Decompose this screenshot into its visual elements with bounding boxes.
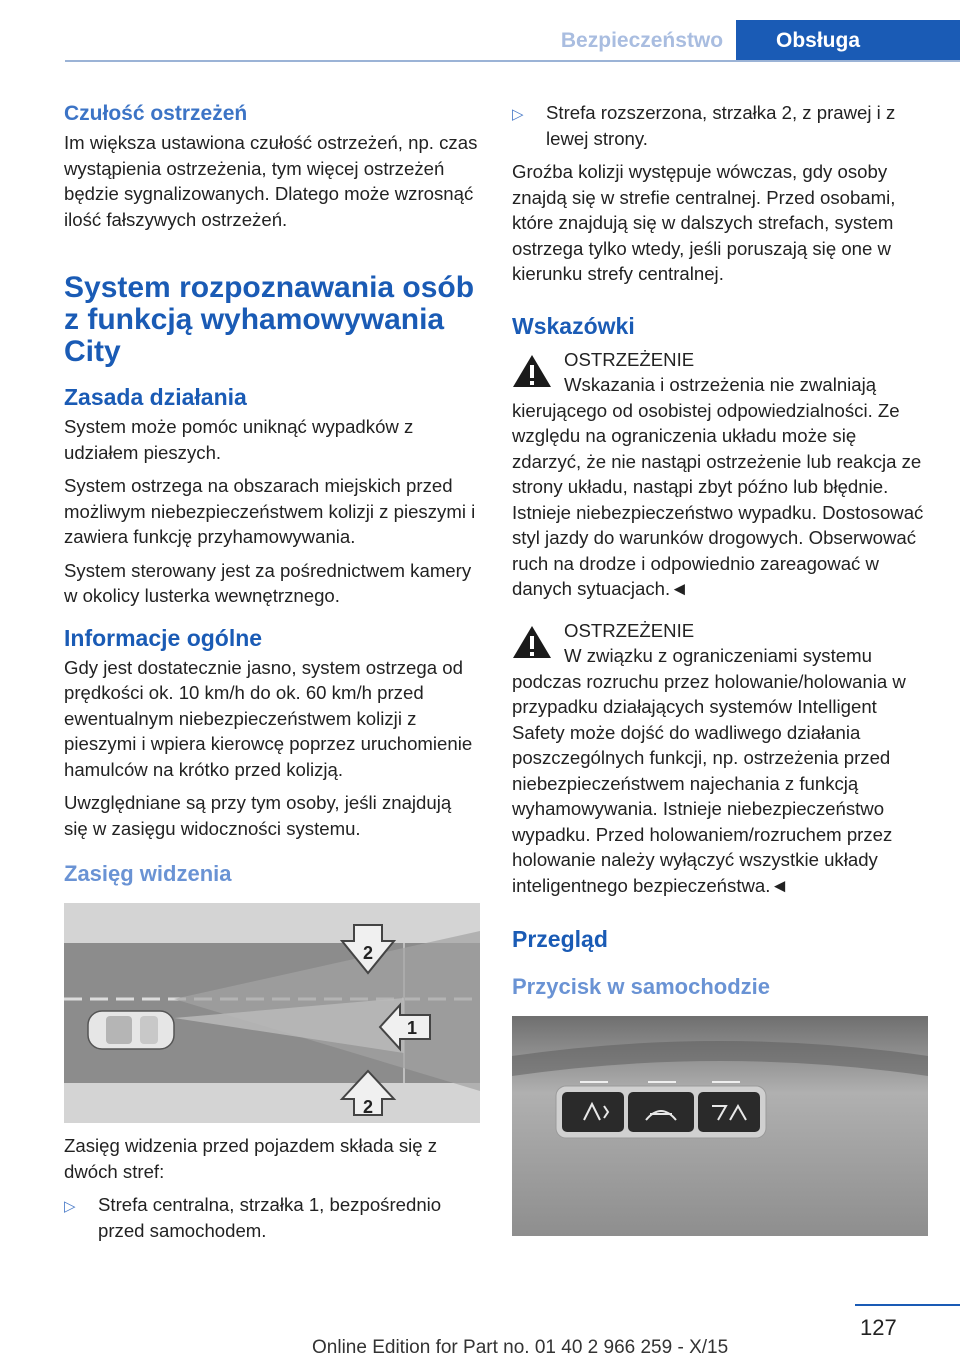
warning-block-2 [512, 618, 928, 899]
triangle-bullet-icon: ▷ [512, 106, 524, 123]
page-number: 127 [860, 1315, 897, 1340]
lane-departure-button [562, 1092, 624, 1132]
heading-warning-sensitivity: Czułość ostrzeżeń [64, 102, 248, 125]
car-icon [88, 1011, 174, 1049]
heading-button-in-car: Przycisk w samochodzie [512, 974, 770, 999]
left-column [64, 100, 480, 1251]
header-chapter-tab: Obsługa [736, 20, 960, 62]
header-rule [65, 60, 960, 62]
paragraph-sensitivity: Im większa ustawiona czułość ostrzeżeń, np. czas wystąpienia ostrzeżenia, tym więcej ostrzeżeń będzie sygnalizowanych. Dlatego może wzrosnąć ilość fałszywych ostrzeżeń. [64, 132, 478, 230]
heading-notes: Wskazówki [512, 312, 635, 339]
warning-1-title: OSTRZEŻENIE [564, 348, 695, 370]
heading-principle: Zasada działania [64, 384, 247, 410]
list-item-central-zone [64, 1192, 480, 1243]
heading-overview: Przegląd [512, 926, 608, 952]
car-button-panel-illustration [512, 1016, 928, 1236]
paragraph-principle-1: System może pomóc uniknąć wypadków z udziałem pieszych. [64, 416, 414, 463]
list-item-extended-zone [512, 100, 928, 151]
view-range-figure [64, 903, 480, 1123]
paragraph-collision-threat: Groźba kolizji występuje wówczas, gdy osoby znajdą się w strefie centralnej. Przed osobami, które znajdują się w dalszych strefach, system ostrzega tylko wtedy, jeśli poruszają się one w kierunku strefy centralnej. [512, 161, 896, 284]
edition-note: Online Edition for Part no. 01 40 2 966 259 - X/15 [312, 1337, 729, 1358]
warning-2-text: W związku z ograniczeniami systemu podczas rozruchu przez holowanie/holowania w przypadku działających systemów Intelligent Safety może dojść do wadliwego działania poszczególnych funkcji, np. ostrzeżenia przed niebezpieczeństwem najechania z funkcją wyhamowywania. Istnieje niebezpieczeństwo wypadku. Przed holowaniem/rozruchem przez holowanie należy wyłączyć wszystkie układy inteligentnego bezpieczeństwa.◄ [512, 645, 906, 896]
arrow-1-label: 1 [406, 1018, 418, 1038]
warning-2-title: OSTRZEŻENIE [564, 619, 695, 641]
warning-triangle-icon [512, 353, 552, 389]
paragraph-principle-2: System ostrzega na obszarach miejskich przed możliwym niebezpieczeństwem kolizji z pieszymi i zawiera funkcję przyhamowywania. [64, 475, 476, 547]
right-column [512, 100, 928, 1236]
triangle-bullet-icon: ▷ [64, 1198, 76, 1215]
paragraph-principle-3: System sterowany jest za pośrednictwem kamery w okolicy lusterka wewnętrznego. [64, 559, 472, 606]
list-item-text: Strefa centralna, strzałka 1, bezpośrednio przed samochodem. [98, 1194, 442, 1241]
header-section-label: Bezpieczeństwo [560, 29, 724, 52]
paragraph-view-range: Zasięg widzenia przed pojazdem składa się z dwóch stref: [64, 1135, 438, 1182]
pedestrian-warning-button [698, 1092, 760, 1132]
view-range-illustration [64, 903, 480, 1123]
heading-general-info: Informacje ogólne [64, 624, 263, 651]
heading-view-range: Zasięg widzenia [64, 861, 232, 886]
button-photo [512, 1016, 928, 1236]
paragraph-general-1: Gdy jest dostatecznie jasno, system ostrzega od prędkości ok. 10 km/h do ok. 60 km/h przed ewentualnym niebezpieczeństwem kolizji z pieszymi i wpiera kierowcę poprzez uruchomienie hamulców na krótko przed kolizją. [64, 656, 473, 780]
warning-1-text: Wskazania i ostrzeżenia nie zwalniają kierującego od osobistej odpowiedzialności. Ze względu na ograniczenia układu może się zdarzyć, że nie nastąpi ostrzeżenie lub reakcja ze strony układu, nastąpi zbyt późno lub błędnie. Istnieje niebezpieczeństwo wypadku. Dostosować styl jazdy do warunków drogowych. Obserwować ruch na drodze i odpowiednio zareagować w danych sytuacjach.◄ [512, 374, 924, 599]
warning-triangle-icon [512, 624, 552, 660]
list-item-text: Strefa rozszerzona, strzałka 2, z prawej i z lewej strony. [546, 102, 896, 149]
warning-block-1 [512, 347, 928, 602]
footer-rule [855, 1304, 960, 1306]
paragraph-general-2: Uwzględniane są przy tym osoby, jeśli znajdują się w zasięgu widoczności systemu. [64, 792, 452, 839]
section-title: System rozpoznawania osób z funkcją wyhamowywania City [64, 271, 475, 368]
arrow-2-top-label: 2 [362, 943, 374, 963]
arrow-2-bottom-label: 2 [362, 1097, 374, 1117]
